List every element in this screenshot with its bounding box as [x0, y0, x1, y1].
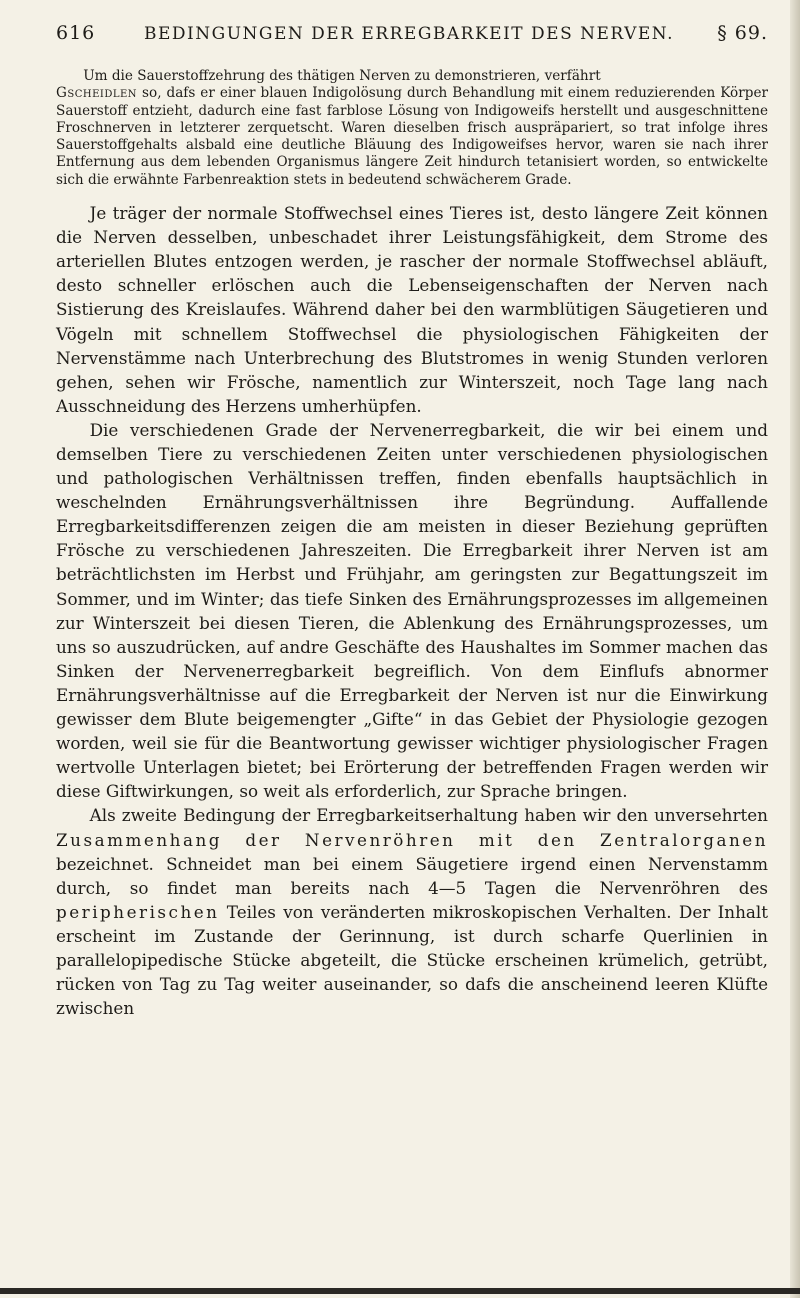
spaced-emphasis: peripherischen	[56, 901, 220, 922]
author-name: Gscheidlen	[56, 85, 138, 102]
paragraph-3: Als zweite Bedingung der Erregbarkeitserhaltung haben wir den unversehrten Zusammenhang der Nervenröhren mit den Zentralorganen bezeichnet. Schneidet man bei einem Säugetiere irgend einen Nervenstamm durch, so findet man bereits nach 4—5 Tagen die Nervenröhren des peripherischen Teiles von veränderten mikroskopischen Verhalten. Der Inhalt erscheint im Zustande der Gerinnung, ist durch scharfe Querlinien in parallelopipedische Stücke abgeteilt, die Stücke erscheinen krümelich, getrübt, rücken von Tag zu Tag weiter auseinander, so dafs die anscheinend leeren Klüfte zwischen	[56, 805, 768, 1019]
running-title: BEDINGUNGEN DER ERREGBARKEIT DES NERVEN.	[144, 24, 674, 44]
page-edge-shadow	[790, 0, 800, 1298]
page-number: 616	[56, 22, 96, 44]
main-text	[56, 201, 768, 1020]
page-header	[56, 22, 768, 48]
note-paragraph: Um die Sauerstoffzehrung des thätigen Nerven zu demonstrieren, verfährt Gscheidlen so, dafs er einer blauen Indigolösung durch Behandlung mit einem reduzierenden Körper Sauerstoff entzieht, dadurch eine fast farblose Lösung von Indigoweifs herstellt und ausgeschnittene Froschnerven in letzterer zerquetscht. Waren dieselben frisch auspräpariert, so trat infolge ihres Sauerstoffgehalts alsbald eine deutliche Bläuung des Indigoweifses hervor, waren sie nach ihrer Entfernung aus dem lebenden Organismus längere Zeit hindurch tetanisiert worden, so entwickelte sich die erwähnte Farbenreaktion stets in bedeutend schwächerem Grade.	[56, 68, 768, 188]
bottom-edge-bar	[0, 1288, 800, 1294]
paragraph-2: Die verschiedenen Grade der Nervenerregbarkeit, die wir bei einem und demselben Tiere zu verschiedenen Zeiten unter verschiedenen physiologischen und pathologischen Verhältnissen treffen, finden ebenfalls hauptsächlich in weschelnden Ernährungsverhältnissen ihre Begründung. Auffallende Erregbarkeitsdifferenzen zeigen die am meisten in dieser Beziehung geprüften Frösche zu verschiedenen Jahreszeiten. Die Erregbarkeit ihrer Nerven ist am beträchtlichsten im Herbst und Frühjahr, am geringsten zur Begattungszeit im Sommer, und im Winter; das tiefe Sinken des Ernährungsprozesses im allgemeinen zur Winterszeit bei diesen Tieren, die Ablenkung des Ernährungsprozesses, um uns so auszudrücken, auf andre Geschäfte des Haushaltes im Sommer machen das Sinken der Nervenerregbarkeit begreiflich. Von dem Einflufs abnormer Ernährungsverhältnisse auf die Erregbarkeit der Nerven ist nur die Einwirkung gewisser dem Blute beigemengter „Gifte“ in das Gebiet der Physiologie gezogen worden, weil sie für die Beantwortung gewisser wichtiger physiologischer Fragen wertvolle Unterlagen bietet; bei Erörterung der betreffenden Fragen werden wir diese Giftwirkungen, so weit als erforderlich, zur Sprache bringen.	[56, 419, 768, 802]
paragraph-1: Je träger der normale Stoffwechsel eines Tieres ist, desto längere Zeit können die Nerven desselben, unbeschadet ihrer Leistungsfähigkeit, dem Strome des arteriellen Blutes entzogen werden, je rascher der normale Stoffwechsel abläuft, desto schneller erlöschen auch die Lebenseigenschaften der Nerven nach Sistierung des Kreislaufes. Während daher bei den warmblütigen Säugetieren und Vögeln mit schnellem Stoffwechsel die physiologischen Fähigkeiten der Nervenstämme nach Unterbrechung des Blutstromes in wenig Stunden verloren gehen, sehen wir Frösche, namentlich zur Winterszeit, noch Tage lang nach Ausschneidung des Herzens umherhüpfen.	[56, 203, 768, 416]
book-page	[56, 22, 768, 1020]
small-print-note	[56, 68, 768, 189]
spaced-emphasis: Zusammenhang der Nervenröhren mit den Zentralorganen	[56, 829, 768, 850]
section-number: § 69.	[717, 22, 768, 44]
